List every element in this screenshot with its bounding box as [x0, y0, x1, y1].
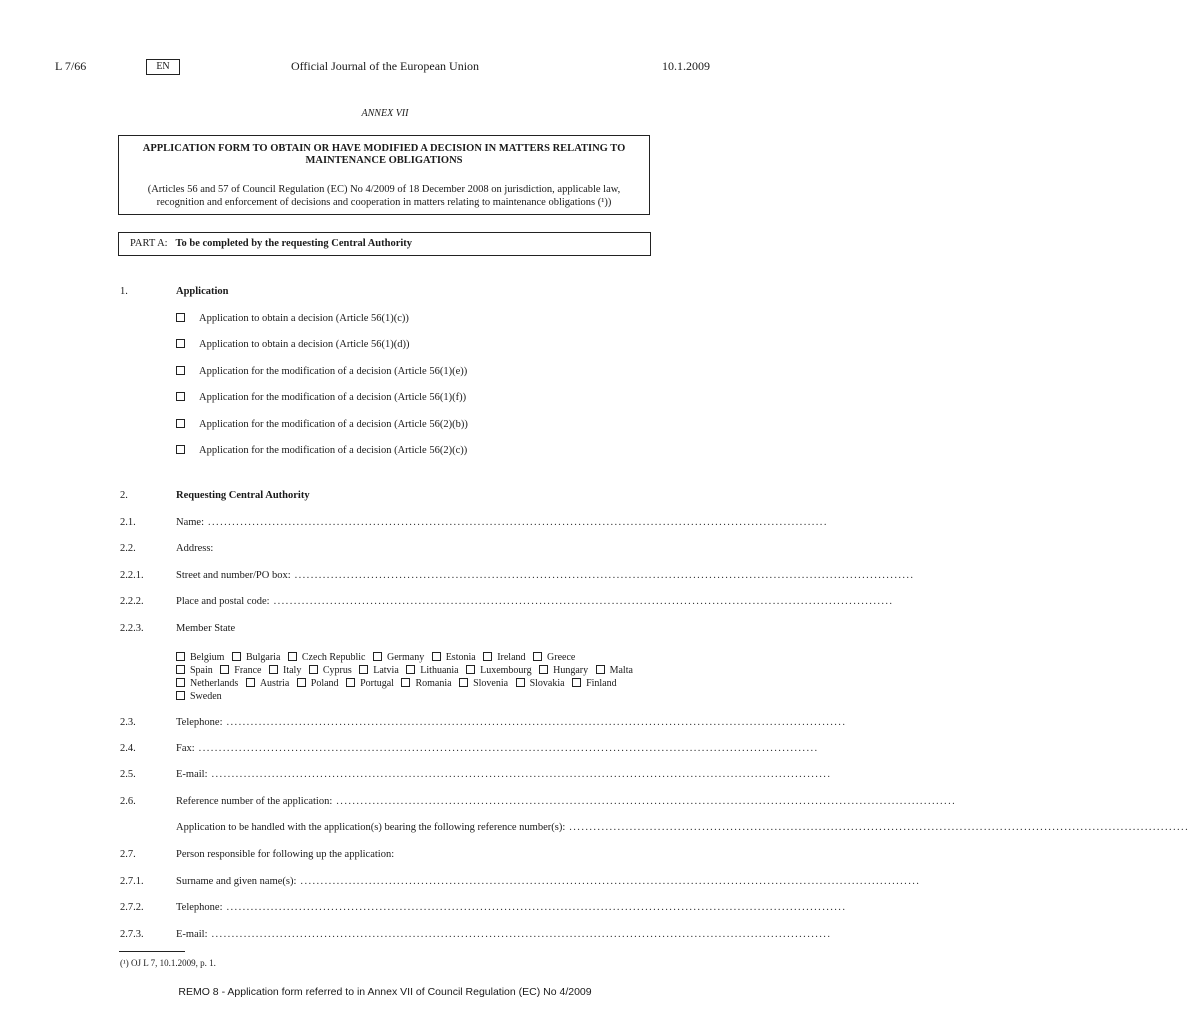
- member-state-option[interactable]: [483, 651, 525, 664]
- surname-field[interactable]: Surname and given name(s): ..........................................................................................................................................................: [176, 876, 921, 887]
- checkbox-icon[interactable]: [288, 652, 297, 661]
- person-telephone-field[interactable]: Telephone: ..........................................................................................................................................................: [176, 902, 847, 913]
- field-label: Reference number of the application:: [176, 796, 333, 807]
- reference-number-field[interactable]: Reference number of the application: ..........................................................................................................................................................: [176, 796, 957, 807]
- field-number: 2.3.: [120, 717, 136, 728]
- member-state-option[interactable]: [432, 651, 476, 664]
- section-1-number: 1.: [120, 286, 128, 297]
- email-field[interactable]: E-mail: ..........................................................................................................................................................: [176, 769, 832, 780]
- footnote: (¹) OJ L 7, 10.1.2009, p. 1.: [120, 958, 216, 968]
- member-state-option[interactable]: [288, 651, 366, 664]
- annex-label: ANNEX VII: [361, 108, 409, 119]
- field-number: 2.2.3.: [120, 623, 144, 634]
- state-label: Poland: [310, 678, 339, 689]
- field-label: Street and number/PO box:: [176, 570, 291, 581]
- checkbox-icon[interactable]: [176, 392, 185, 401]
- state-label: Spain: [190, 665, 213, 676]
- option-label: Application to obtain a decision (Article 56(1)(d)): [199, 339, 410, 350]
- field-number: 2.7.2.: [120, 902, 144, 913]
- field-number: 2.7.1.: [120, 876, 144, 887]
- checkbox-icon[interactable]: [596, 665, 605, 674]
- member-state-option[interactable]: [572, 677, 617, 690]
- checkbox-icon[interactable]: [220, 665, 229, 674]
- checkbox-icon[interactable]: [533, 652, 542, 661]
- field-label: Name:: [176, 517, 204, 528]
- checkbox-icon[interactable]: [232, 652, 241, 661]
- state-label: Estonia: [445, 652, 476, 663]
- state-label: Slovakia: [529, 678, 565, 689]
- field-number: 2.5.: [120, 769, 136, 780]
- application-option[interactable]: [176, 445, 467, 456]
- state-label: Germany: [386, 652, 425, 663]
- part-a-box: [118, 232, 651, 256]
- checkbox-icon[interactable]: [176, 313, 185, 322]
- part-a-text: To be completed by the requesting Central Authority: [175, 238, 413, 249]
- application-option[interactable]: [176, 313, 409, 324]
- checkbox-icon[interactable]: [406, 665, 415, 674]
- checkbox-icon[interactable]: [176, 445, 185, 454]
- checkbox-icon[interactable]: [176, 339, 185, 348]
- member-state-option[interactable]: [373, 651, 424, 664]
- field-label: Telephone:: [176, 902, 223, 913]
- publication-date: 10.1.2009: [662, 59, 710, 73]
- member-state-option[interactable]: [176, 664, 213, 677]
- state-label: Portugal: [360, 678, 394, 689]
- member-state-option[interactable]: [401, 677, 451, 690]
- state-label: Netherlands: [190, 678, 239, 689]
- member-state-option[interactable]: [269, 664, 301, 677]
- member-state-option[interactable]: [220, 664, 261, 677]
- field-number: 2.7.: [120, 849, 136, 860]
- member-state-option[interactable]: [466, 664, 531, 677]
- field-number: 2.2.2.: [120, 596, 144, 607]
- footnote-divider: [119, 951, 185, 952]
- member-state-option[interactable]: [539, 664, 588, 677]
- option-label: Application to obtain a decision (Article 56(1)(c)): [199, 313, 409, 324]
- checkbox-icon[interactable]: [401, 678, 410, 687]
- language-badge: EN: [146, 59, 180, 75]
- member-state-option[interactable]: [309, 664, 352, 677]
- member-state-option[interactable]: [459, 677, 508, 690]
- state-label: Hungary: [553, 665, 589, 676]
- section-1-title: Application: [176, 286, 229, 297]
- section-2-number: 2.: [120, 490, 128, 501]
- checkbox-icon[interactable]: [359, 665, 368, 674]
- member-state-option[interactable]: [516, 677, 565, 690]
- checkbox-icon[interactable]: [466, 665, 475, 674]
- checkbox-icon[interactable]: [483, 652, 492, 661]
- form-title-box: [118, 135, 650, 215]
- state-label: Finland: [586, 678, 617, 689]
- street-field[interactable]: Street and number/PO box: ..........................................................................................................................................................: [176, 570, 915, 581]
- field-number: 2.6.: [120, 796, 136, 807]
- state-label: Luxembourg: [480, 665, 532, 676]
- checkbox-icon[interactable]: [459, 678, 468, 687]
- field-number: 2.1.: [120, 517, 136, 528]
- field-label: E-mail:: [176, 929, 208, 940]
- member-state-option[interactable]: [346, 677, 394, 690]
- person-email-field[interactable]: E-mail: ..........................................................................................................................................................: [176, 929, 832, 940]
- member-state-option[interactable]: [533, 651, 575, 664]
- checkbox-icon[interactable]: [176, 665, 185, 674]
- option-label: Application for the modification of a decision (Article 56(2)(b)): [199, 419, 468, 430]
- member-state-option[interactable]: [176, 677, 238, 690]
- checkbox-icon[interactable]: [432, 652, 441, 661]
- checkbox-icon[interactable]: [516, 678, 525, 687]
- checkbox-icon[interactable]: [297, 678, 306, 687]
- state-label: Sweden: [190, 691, 222, 702]
- member-state-option[interactable]: [297, 677, 339, 690]
- form-subtitle-line1: (Articles 56 and 57 of Council Regulation (EC) No 4/2009 of 18 December 2008 on jurisdiction, applicable law,: [147, 184, 621, 195]
- field-number: 2.2.1.: [120, 570, 144, 581]
- option-label: Application for the modification of a decision (Article 56(1)(e)): [199, 366, 468, 377]
- form-footer: REMO 8 - Application form referred to in Annex VII of Council Regulation (EC) No 4/2009: [178, 986, 592, 998]
- checkbox-icon[interactable]: [539, 665, 548, 674]
- member-state-option[interactable]: [246, 677, 289, 690]
- state-label: Cyprus: [322, 665, 352, 676]
- field-label: Surname and given name(s):: [176, 876, 297, 887]
- checkbox-icon[interactable]: [373, 652, 382, 661]
- member-state-option[interactable]: [359, 664, 399, 677]
- section-2-title: Requesting Central Authority: [176, 490, 310, 501]
- state-label: Malta: [609, 665, 633, 676]
- option-label: Application for the modification of a decision (Article 56(2)(c)): [199, 445, 468, 456]
- state-label: Slovenia: [473, 678, 509, 689]
- field-label: Place and postal code:: [176, 596, 270, 607]
- state-label: France: [234, 665, 262, 676]
- member-state-option[interactable]: [176, 651, 224, 664]
- option-label: Application for the modification of a decision (Article 56(1)(f)): [199, 392, 467, 403]
- checkbox-icon[interactable]: [176, 419, 185, 428]
- address-label: Address:: [176, 543, 214, 554]
- member-state-list: [176, 651, 656, 703]
- field-number: 2.4.: [120, 743, 136, 754]
- field-number: 2.2.: [120, 543, 136, 554]
- member-state-option[interactable]: [596, 664, 633, 677]
- application-option[interactable]: [176, 419, 468, 430]
- field-label: E-mail:: [176, 769, 208, 780]
- form-title-line1: APPLICATION FORM TO OBTAIN OR HAVE MODIFIED A DECISION IN MATTERS RELATING TO: [142, 143, 626, 154]
- handled-with-field[interactable]: Application to be handled with the application(s) bearing the following reference number(s): ..........................................................................................................................................................: [176, 822, 1189, 833]
- state-label: Ireland: [497, 652, 526, 663]
- state-label: Belgium: [190, 652, 225, 663]
- checkbox-icon[interactable]: [269, 665, 278, 674]
- state-label: Lithuania: [420, 665, 459, 676]
- application-option[interactable]: [176, 392, 466, 403]
- checkbox-icon[interactable]: [572, 678, 581, 687]
- field-number: 2.7.3.: [120, 929, 144, 940]
- application-option[interactable]: [176, 339, 410, 350]
- state-label: Austria: [259, 678, 290, 689]
- form-subtitle-line2: recognition and enforcement of decisions and cooperation in matters relating to maintenance obligations (¹)): [156, 197, 612, 208]
- state-label: Greece: [547, 652, 576, 663]
- state-label: Romania: [415, 678, 452, 689]
- checkbox-icon[interactable]: [246, 678, 255, 687]
- state-label: Bulgaria: [245, 652, 281, 663]
- field-label: Fax:: [176, 743, 195, 754]
- member-state-option[interactable]: [406, 664, 458, 677]
- member-state-option[interactable]: [176, 690, 222, 703]
- member-state-label: Member State: [176, 623, 236, 634]
- checkbox-icon[interactable]: [176, 691, 185, 700]
- application-option[interactable]: [176, 366, 467, 377]
- form-title-line2: MAINTENANCE OBLIGATIONS: [305, 155, 463, 166]
- name-field[interactable]: Name: ..........................................................................................................................................................: [176, 517, 828, 528]
- checkbox-icon[interactable]: [176, 652, 185, 661]
- checkbox-icon[interactable]: [346, 678, 355, 687]
- journal-title: Official Journal of the European Union: [290, 59, 480, 73]
- field-label: Telephone:: [176, 717, 223, 728]
- state-label: Latvia: [373, 665, 399, 676]
- checkbox-icon[interactable]: [176, 366, 185, 375]
- field-label: Application to be handled with the application(s) bearing the following reference number(s):: [176, 822, 566, 833]
- person-responsible-label: Person responsible for following up the application:: [176, 849, 395, 860]
- checkbox-icon[interactable]: [309, 665, 318, 674]
- state-label: Czech Republic: [301, 652, 366, 663]
- checkbox-icon[interactable]: [176, 678, 185, 687]
- part-a-label: PART A:: [130, 238, 168, 249]
- place-postal-field[interactable]: Place and postal code: ..........................................................................................................................................................: [176, 596, 894, 607]
- fax-field[interactable]: Fax: ..........................................................................................................................................................: [176, 743, 819, 754]
- page-reference: L 7/66: [55, 59, 87, 73]
- member-state-option[interactable]: [232, 651, 280, 664]
- state-label: Italy: [283, 665, 302, 676]
- telephone-field[interactable]: Telephone: ..........................................................................................................................................................: [176, 717, 847, 728]
